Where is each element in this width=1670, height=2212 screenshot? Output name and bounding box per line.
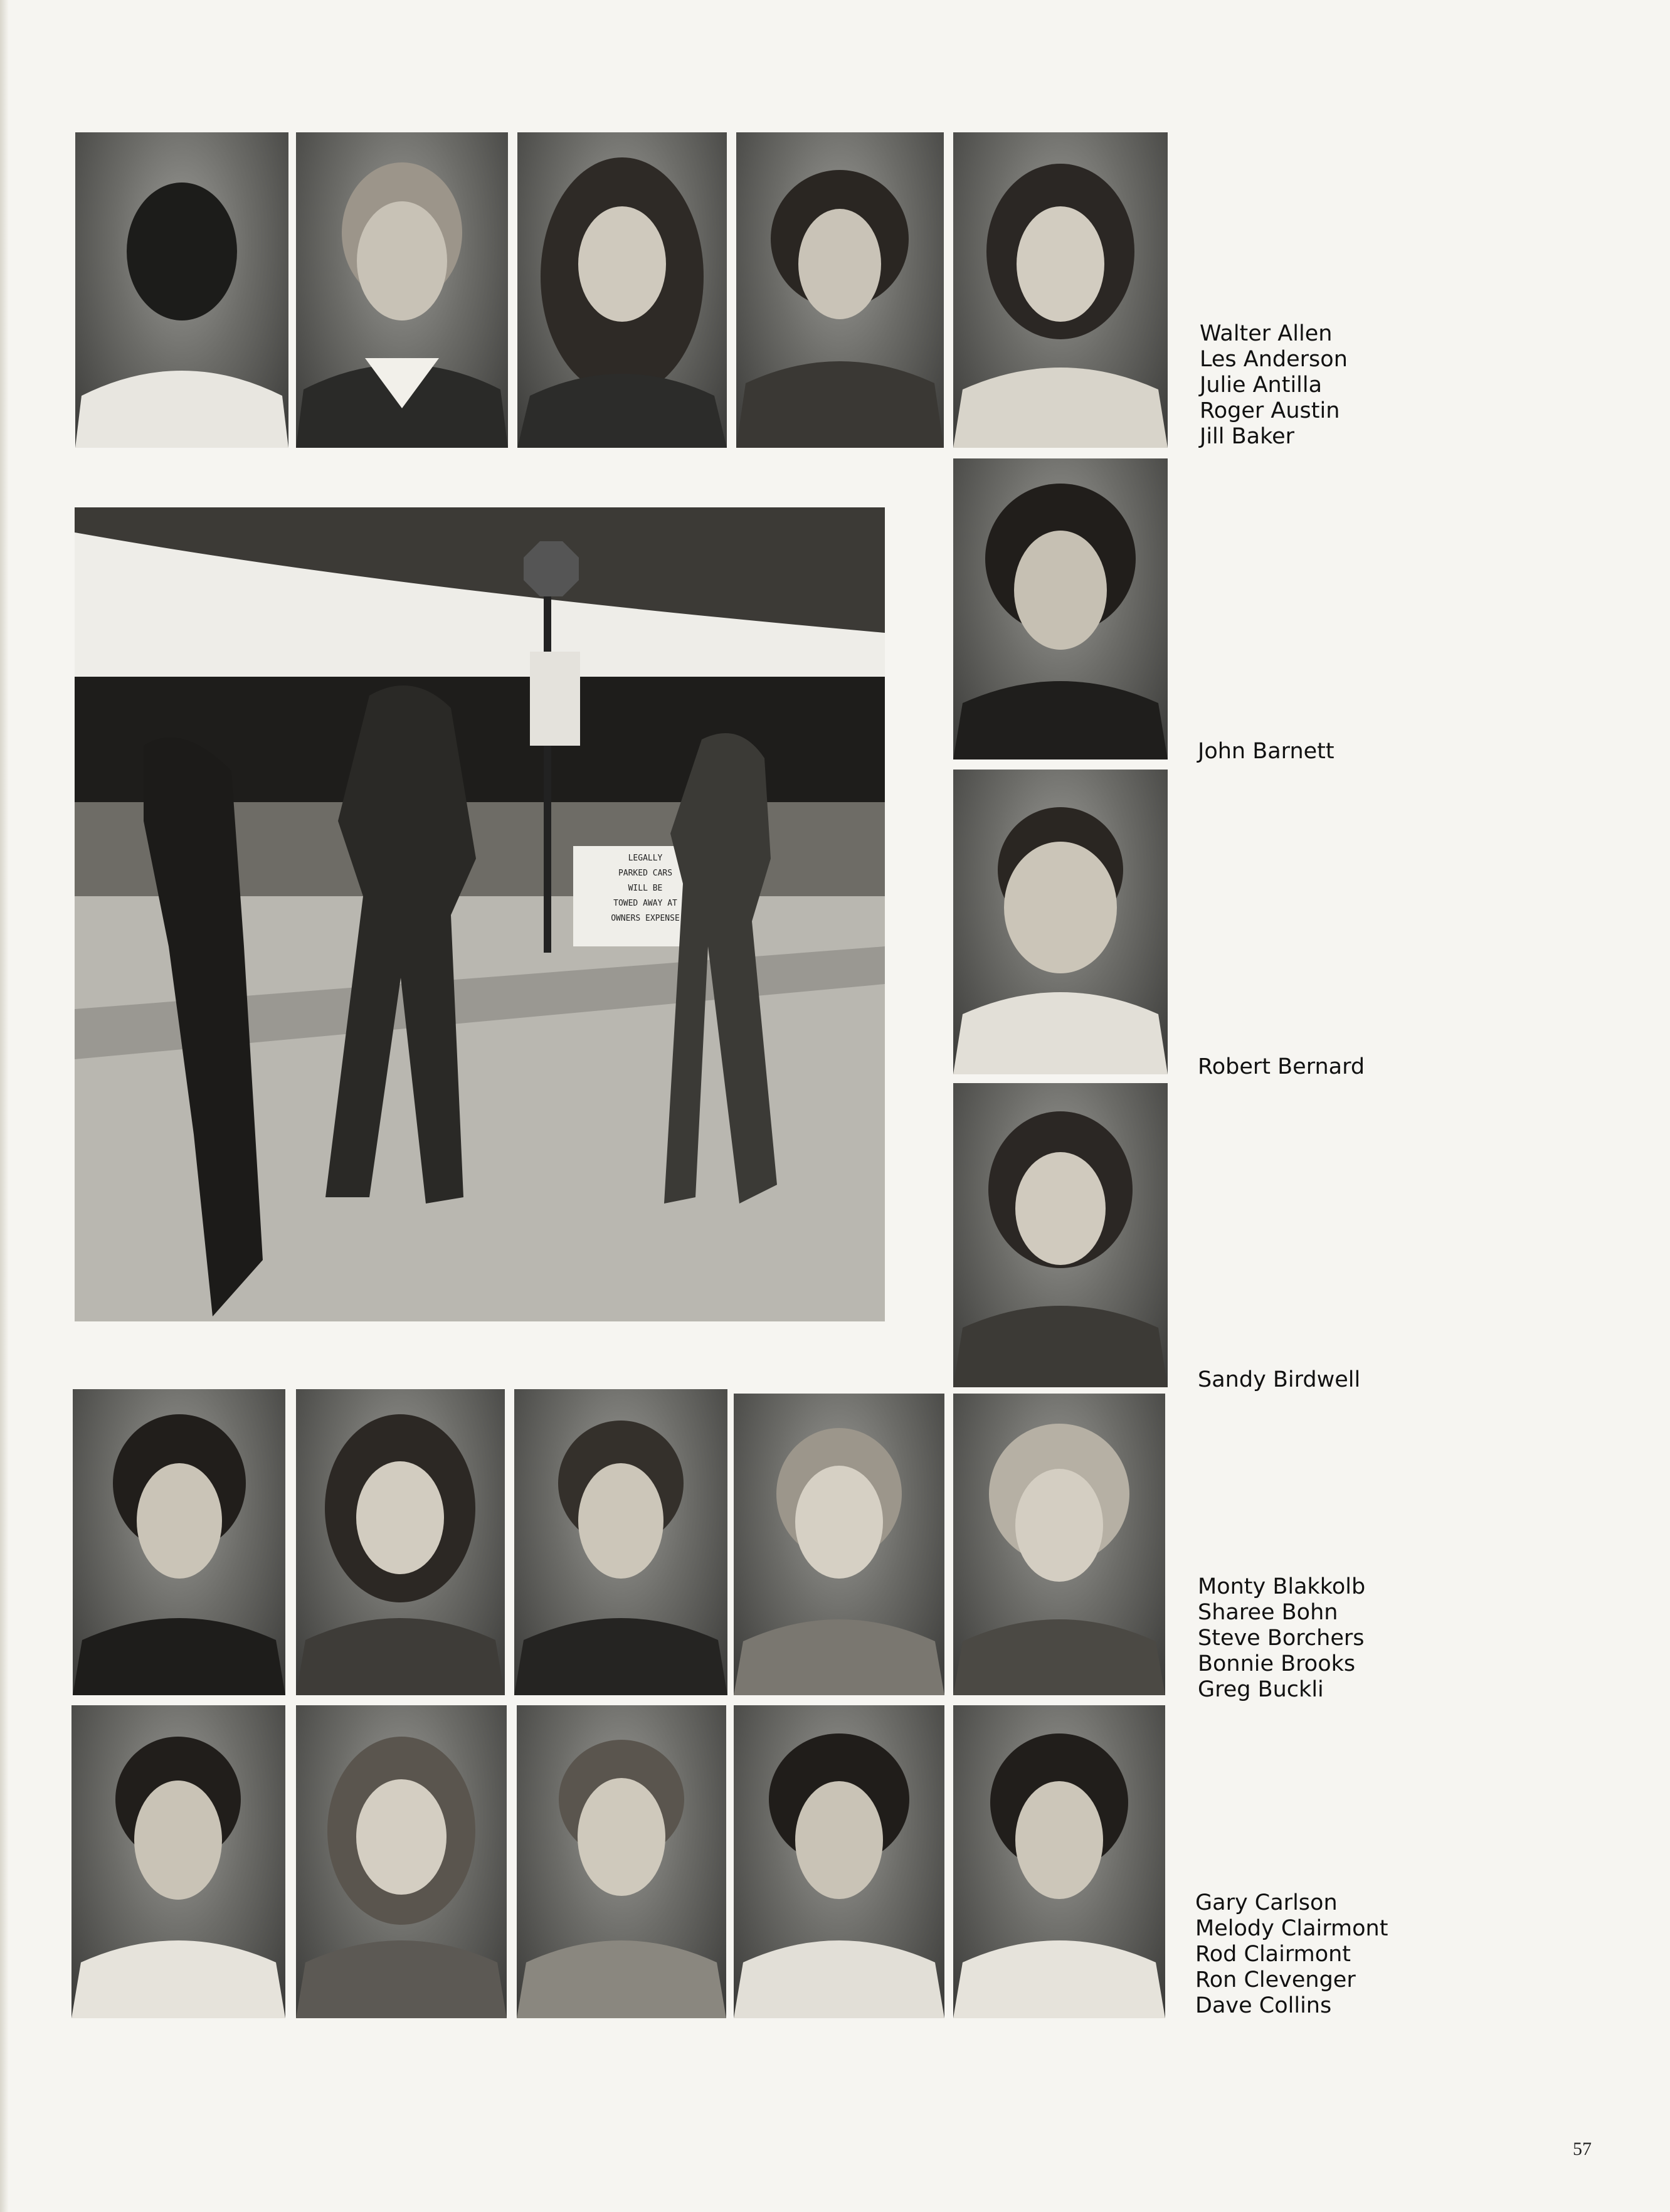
- name-label: Walter Allen: [1200, 321, 1333, 346]
- portrait-figure: [953, 132, 1168, 448]
- portrait-les-anderson: [296, 132, 508, 448]
- name-label: Ron Clevenger: [1195, 1967, 1356, 1992]
- page-number: 57: [1573, 2139, 1592, 2159]
- names-robert-bernard: [1198, 1054, 1365, 1080]
- name-label: Jill Baker: [1200, 424, 1295, 449]
- portrait-figure: [517, 132, 727, 448]
- names-row-3: [1198, 1574, 1365, 1703]
- portrait-figure: [517, 1705, 726, 2018]
- name-label: Sharee Bohn: [1198, 1600, 1338, 1625]
- portrait-figure: [734, 1394, 944, 1695]
- portrait-walter-allen: [75, 132, 288, 448]
- portrait-steve-borchers: [514, 1389, 727, 1695]
- sign-line: OWNERS EXPENSE: [611, 914, 680, 923]
- portrait-figure: [953, 770, 1168, 1074]
- name-label: Sandy Birdwell: [1198, 1367, 1361, 1392]
- portrait-figure: [953, 1705, 1165, 2018]
- names-row-4: [1195, 1890, 1388, 2019]
- portrait-figure: [953, 1083, 1168, 1387]
- page-binding-edge: [0, 0, 9, 2212]
- portrait-sandy-birdwell: [953, 1083, 1168, 1387]
- sign-line: TOWED AWAY AT: [613, 899, 677, 908]
- portrait-greg-buckli: [953, 1394, 1165, 1695]
- portrait-figure: [736, 132, 944, 448]
- portrait-rod-clairmont: [517, 1705, 726, 2018]
- candid-scene: [75, 507, 885, 1321]
- name-label: Dave Collins: [1195, 1993, 1332, 2018]
- sign-line: LEGALLY: [628, 854, 663, 863]
- names-row-1: [1200, 321, 1348, 450]
- portrait-gary-carlson: [71, 1705, 285, 2018]
- portrait-roger-austin: [736, 132, 944, 448]
- name-label: Rod Clairmont: [1195, 1942, 1351, 1967]
- name-label: Monty Blakkolb: [1198, 1574, 1366, 1599]
- portrait-figure: [296, 1705, 507, 2018]
- portrait-figure: [953, 458, 1168, 759]
- names-john-barnett: [1198, 739, 1334, 765]
- name-label: Melody Clairmont: [1195, 1916, 1388, 1941]
- candid-group-photo: [75, 507, 885, 1321]
- name-label: Julie Antilla: [1200, 373, 1323, 398]
- sign-line: PARKED CARS: [618, 869, 673, 878]
- portrait-figure: [296, 1389, 505, 1695]
- portrait-figure: [75, 132, 288, 448]
- name-label: Bonnie Brooks: [1198, 1651, 1356, 1676]
- portrait-figure: [71, 1705, 285, 2018]
- portrait-john-barnett: [953, 458, 1168, 759]
- portrait-monty-blakkolb: [73, 1389, 285, 1695]
- name-label: Gary Carlson: [1195, 1890, 1338, 1915]
- name-label: John Barnett: [1198, 739, 1334, 764]
- names-sandy-birdwell: [1198, 1367, 1360, 1393]
- portrait-ron-clevenger: [734, 1705, 944, 2018]
- portrait-jill-baker: [953, 132, 1168, 448]
- portrait-figure: [73, 1389, 285, 1695]
- portrait-figure: [514, 1389, 727, 1695]
- portrait-julie-antilla: [517, 132, 727, 448]
- portrait-figure: [734, 1705, 944, 2018]
- portrait-dave-collins: [953, 1705, 1165, 2018]
- name-label: Les Anderson: [1200, 347, 1348, 372]
- sign-line: WILL BE: [628, 884, 663, 893]
- name-label: Robert Bernard: [1198, 1054, 1365, 1079]
- name-label: Steve Borchers: [1198, 1626, 1365, 1651]
- name-label: Greg Buckli: [1198, 1677, 1324, 1702]
- name-label: Roger Austin: [1200, 398, 1340, 423]
- portrait-figure: [953, 1394, 1165, 1695]
- portrait-figure: [296, 132, 508, 448]
- towing-sign-text: [576, 851, 714, 926]
- portrait-robert-bernard: [953, 770, 1168, 1074]
- portrait-melody-clairmont: [296, 1705, 507, 2018]
- portrait-sharee-bohn: [296, 1389, 505, 1695]
- portrait-bonnie-brooks: [734, 1394, 944, 1695]
